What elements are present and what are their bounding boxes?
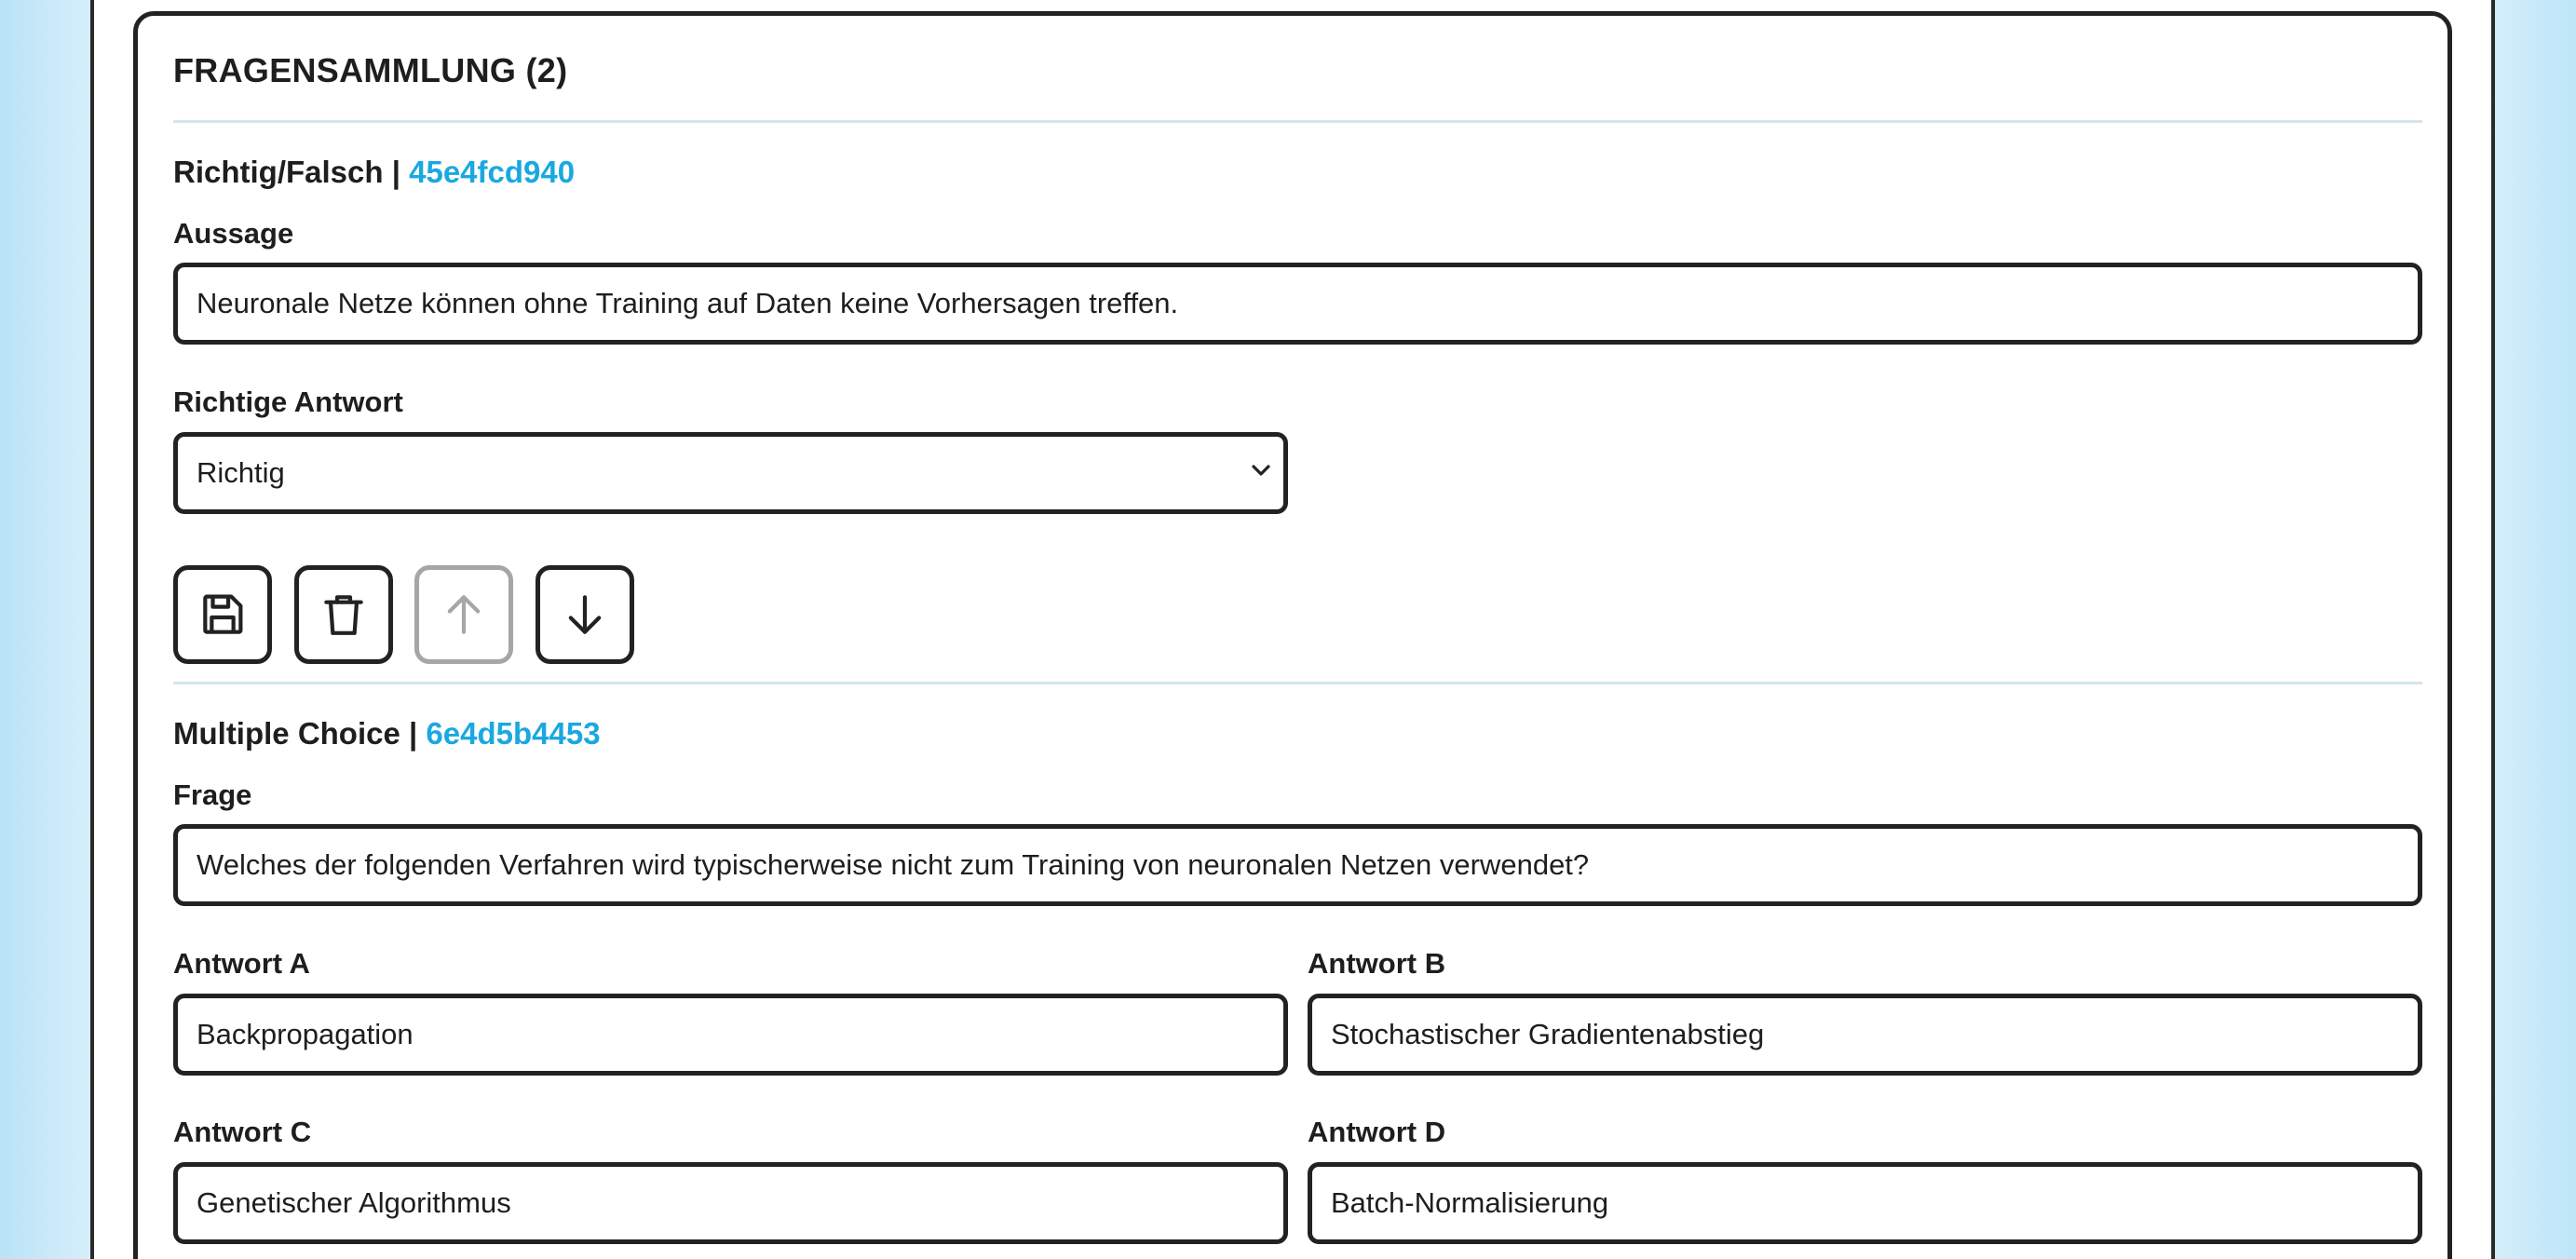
statement-label: Aussage [173,217,294,250]
arrow-up-icon [438,589,490,641]
answer-b-label: Antwort B [1308,947,1446,980]
arrow-down-icon [559,589,611,641]
question-input[interactable]: Welches der folgenden Verfahren wird typischerweise nicht zum Training von neuronalen Netzen verwendet? [173,824,2422,906]
move-down-button[interactable] [536,565,634,664]
question-2-title [173,716,601,751]
correct-answer-label: Richtige Antwort [173,386,403,418]
trash-icon [318,589,370,641]
delete-button[interactable] [294,565,393,664]
save-button[interactable] [173,565,272,664]
answer-d-input[interactable]: Batch-Normalisierung [1308,1162,2422,1244]
question-1-type: Richtig/Falsch [173,155,384,189]
answer-c-input[interactable]: Genetischer Algorithmus [173,1162,1288,1244]
question-2-id[interactable]: 6e4d5b4453 [426,716,601,751]
question-1-title [173,155,575,190]
answer-d-label: Antwort D [1308,1116,1446,1148]
answer-b-input[interactable]: Stochastischer Gradientenabstieg [1308,994,2422,1076]
question-label: Frage [173,778,252,811]
divider [173,120,2422,123]
correct-answer-select[interactable] [173,432,1288,514]
answer-c-label: Antwort C [173,1116,312,1148]
answer-a-label: Antwort A [173,947,310,980]
move-up-button[interactable] [414,565,513,664]
question-1-id[interactable]: 45e4fcd940 [409,155,576,189]
question-collection-card [133,11,2452,1259]
statement-input[interactable]: Neuronale Netze können ohne Training auf Daten keine Vorhersagen treffen. [173,263,2422,345]
question-1-separator: | [383,155,410,189]
question-2-type: Multiple Choice [173,716,400,751]
divider [173,682,2422,684]
answer-a-input[interactable]: Backpropagation [173,994,1288,1076]
correct-answer-value: Richtig [173,432,1288,514]
question-2-separator: | [400,716,427,751]
floppy-disk-icon [197,589,249,641]
collection-heading: FRAGENSAMMLUNG (2) [173,51,568,89]
chevron-down-icon [1251,464,1271,477]
